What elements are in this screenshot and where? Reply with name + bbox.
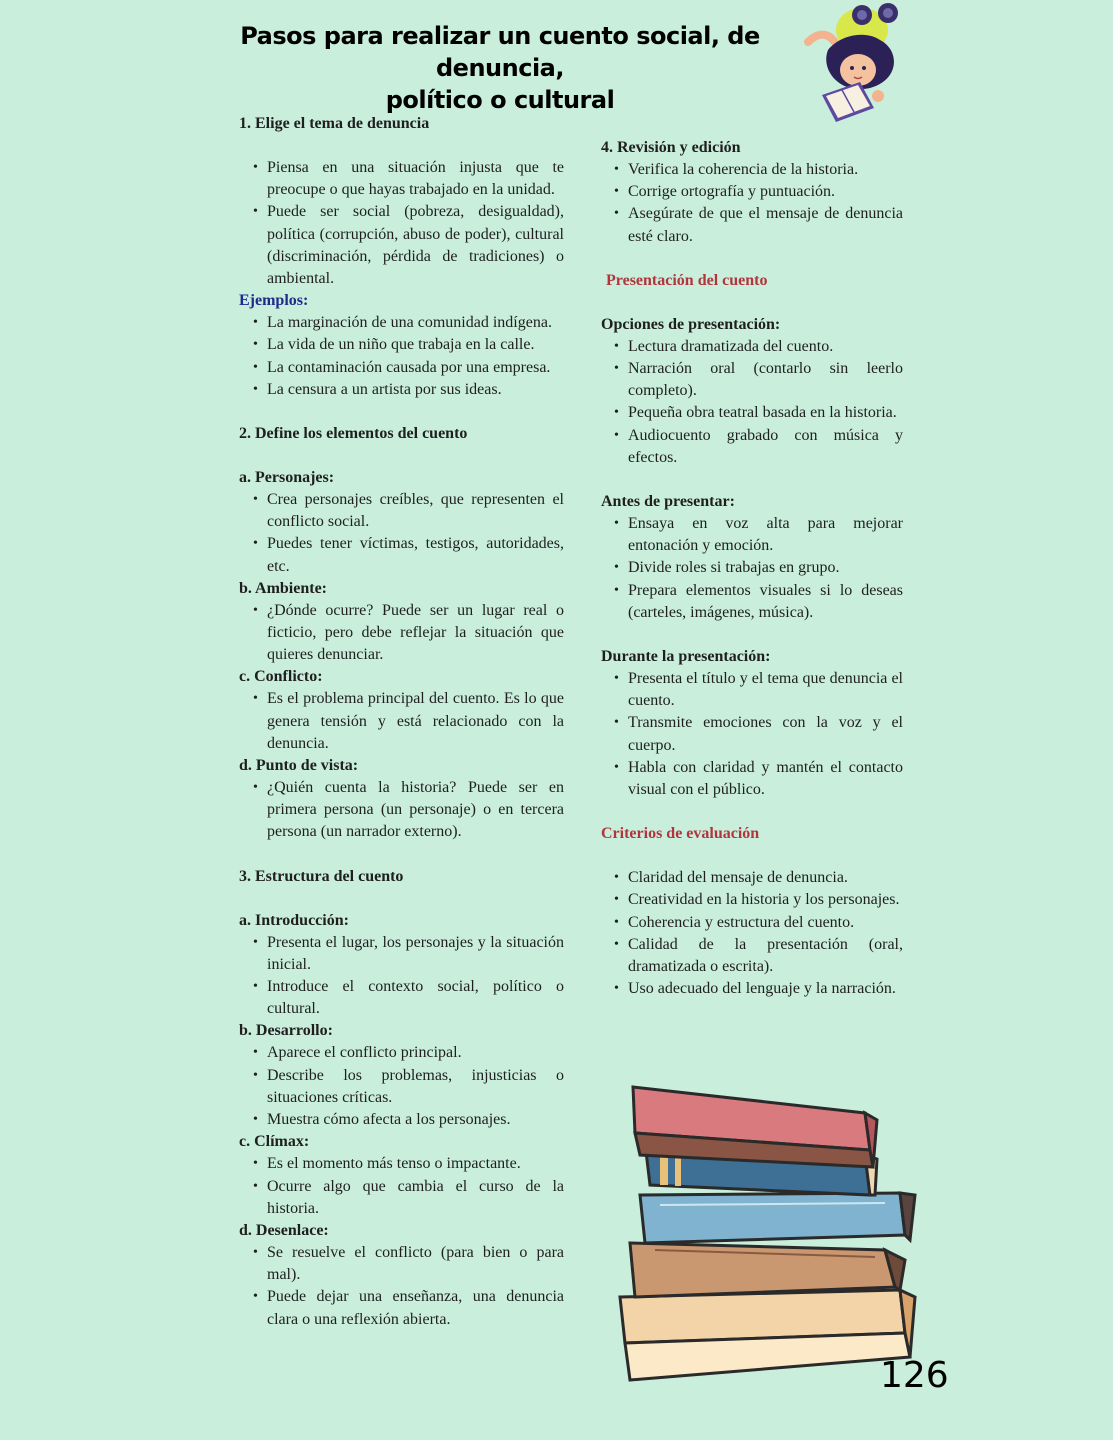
list-item: • Puede ser social (pobreza, desigualdad), política (corrupción, abuso de poder), cultural (discriminación, pérdida de tradiciones) o ambiental. (239, 201, 564, 290)
list-item: • Es el momento más tenso o impactante. (239, 1153, 564, 1175)
list-item: • Lectura dramatizada del cuento. (601, 336, 903, 358)
list-item: • Crea personajes creíbles, que representen el conflicto social. (239, 489, 564, 533)
list-item: • Creatividad en la historia y los personajes. (601, 889, 903, 911)
climax-heading: c. Clímax: (239, 1133, 310, 1151)
list-item: • Ensaya en voz alta para mejorar entonación y emoción. (601, 513, 903, 557)
list-item: • Presenta el título y el tema que denuncia el cuento. (601, 668, 903, 712)
ending-list (239, 1242, 564, 1331)
list-item: • Transmite emociones con la voz y el cuerpo. (601, 712, 903, 756)
criteria-heading: Criterios de evaluación (601, 825, 760, 843)
during-list (601, 668, 903, 801)
point-of-view-heading: d. Punto de vista: (239, 757, 359, 775)
examples-heading: Ejemplos: (239, 292, 309, 310)
examples-list (239, 312, 564, 401)
before-heading: Antes de presentar: (601, 493, 735, 511)
before-list (601, 513, 903, 624)
list-item: • Aparece el conflicto principal. (239, 1042, 564, 1064)
options-list (601, 336, 903, 469)
list-item: • Narración oral (contarlo sin leerlo completo). (601, 358, 903, 402)
characters-heading: a. Personajes: (239, 469, 335, 487)
list-item: • Ocurre algo que cambia el curso de la historia. (239, 1176, 564, 1220)
list-item: • Divide roles si trabajas en grupo. (601, 557, 903, 579)
list-item: • Verifica la coherencia de la historia. (601, 159, 903, 181)
ending-heading: d. Desenlace: (239, 1221, 329, 1239)
development-list (239, 1042, 564, 1131)
book-stack-icon (615, 1075, 925, 1390)
criteria-list (601, 867, 903, 1000)
setting-list (239, 600, 564, 667)
section-2-heading: 2. Define los elementos del cuento (239, 425, 468, 443)
list-item: • Calidad de la presentación (oral, dramatizada o escrita). (601, 934, 903, 978)
list-item: • ¿Dónde ocurre? Puede ser un lugar real o ficticio, pero debe reflejar la situación que quieres denunciar. (239, 600, 564, 667)
setting-heading: b. Ambiente: (239, 579, 327, 597)
list-item: • Es el problema principal del cuento. Es lo que genera tensión y está relacionado con la denuncia. (239, 688, 564, 755)
list-item: • La contaminación causada por una empresa. (239, 357, 564, 379)
characters-list (239, 489, 564, 578)
section-4-list (601, 159, 903, 248)
list-item: • Muestra cómo afecta a los personajes. (239, 1109, 564, 1131)
girl-reading-icon (800, 0, 910, 125)
list-item: • Prepara elementos visuales si lo deseas (carteles, imágenes, música). (601, 580, 903, 624)
right-column (601, 137, 903, 1000)
options-heading: Opciones de presentación: (601, 315, 781, 333)
introduction-heading: a. Introducción: (239, 911, 349, 929)
list-item: • Puedes tener víctimas, testigos, autoridades, etc. (239, 533, 564, 577)
title-line-2: político o cultural (385, 86, 615, 114)
section-3-heading: 3. Estructura del cuento (239, 867, 404, 885)
presentation-heading: Presentación del cuento (606, 271, 768, 289)
list-item: • Presenta el lugar, los personajes y la situación inicial. (239, 932, 564, 976)
point-of-view-list (239, 777, 564, 844)
list-item: • La censura a un artista por sus ideas. (239, 379, 564, 401)
list-item: • Coherencia y estructura del cuento. (601, 912, 903, 934)
climax-list (239, 1153, 564, 1220)
conflict-heading: c. Conflicto: (239, 668, 323, 686)
list-item: • Puede dejar una enseñanza, una denuncia clara o una reflexión abierta. (239, 1286, 564, 1330)
list-item: • Habla con claridad y mantén el contacto visual con el público. (601, 757, 903, 801)
page-number: 126 (880, 1355, 949, 1396)
list-item: • Claridad del mensaje de denuncia. (601, 867, 903, 889)
section-4-heading: 4. Revisión y edición (601, 139, 741, 156)
conflict-list (239, 688, 564, 755)
list-item: • Pequeña obra teatral basada en la historia. (601, 402, 903, 424)
page-title (180, 20, 820, 116)
section-1-heading: 1. Elige el tema de denuncia (239, 115, 430, 132)
left-column (239, 113, 564, 1331)
list-item: • Piensa en una situación injusta que te preocupe o que hayas trabajado en la unidad. (239, 157, 564, 201)
development-heading: b. Desarrollo: (239, 1022, 333, 1040)
list-item: • Introduce el contexto social, político o cultural. (239, 976, 564, 1020)
list-item: • La marginación de una comunidad indígena. (239, 312, 564, 334)
list-item: • La vida de un niño que trabaja en la calle. (239, 334, 564, 356)
introduction-list (239, 932, 564, 1021)
list-item: • Audiocuento grabado con música y efectos. (601, 425, 903, 469)
list-item: • Describe los problemas, injusticias o situaciones críticas. (239, 1065, 564, 1109)
section-1-list (239, 157, 564, 290)
list-item: • Corrige ortografía y puntuación. (601, 181, 903, 203)
list-item: • Uso adecuado del lenguaje y la narración. (601, 978, 903, 1000)
list-item: • Se resuelve el conflicto (para bien o para mal). (239, 1242, 564, 1286)
during-heading: Durante la presentación: (601, 648, 771, 666)
title-line-1: Pasos para realizar un cuento social, de denuncia, (240, 22, 760, 82)
list-item: • ¿Quién cuenta la historia? Puede ser en primera persona (un personaje) o en tercera persona (un narrador externo). (239, 777, 564, 844)
list-item: • Asegúrate de que el mensaje de denuncia esté claro. (601, 203, 903, 247)
